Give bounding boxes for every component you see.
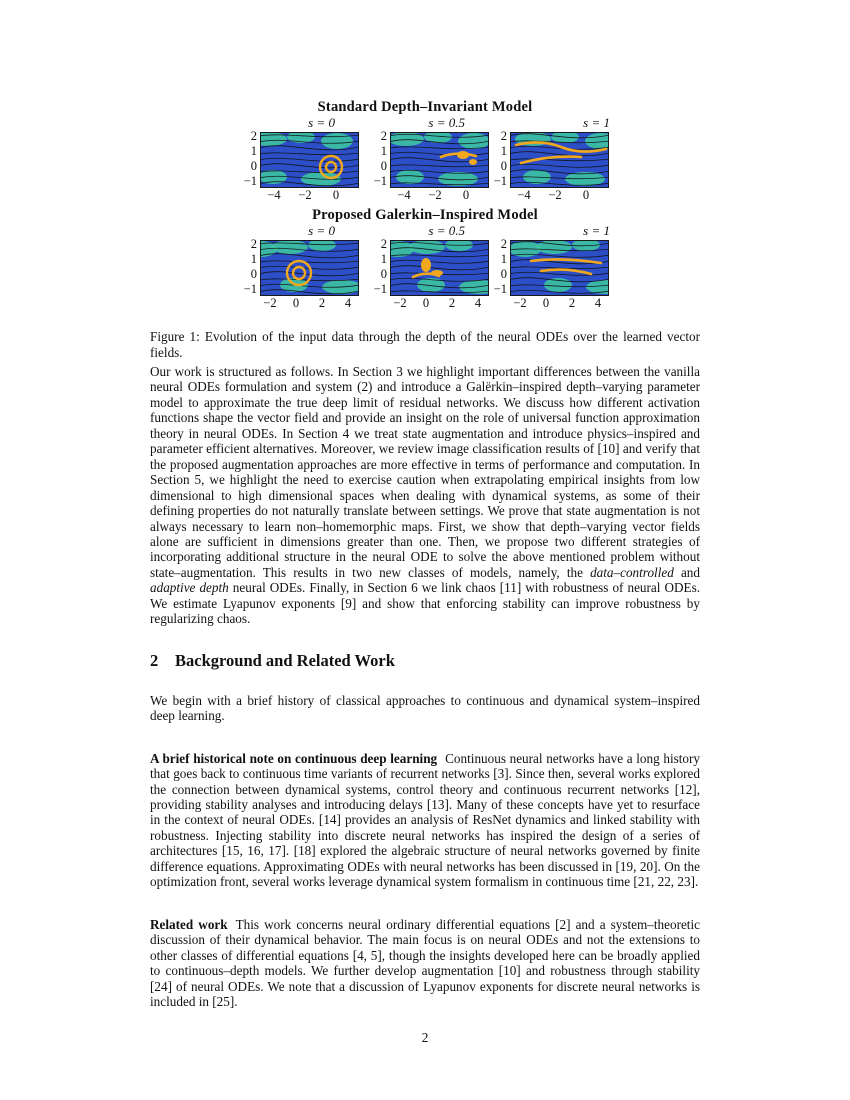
streamline bbox=[261, 261, 358, 263]
vector-field-panel bbox=[510, 132, 609, 188]
y-tick-label: 1 bbox=[500, 252, 507, 266]
y-tick-label: 0 bbox=[380, 159, 387, 173]
x-tick-label: 4 bbox=[594, 296, 602, 310]
x-tick-label: −4 bbox=[267, 188, 281, 202]
depth-label: s = 0 bbox=[308, 115, 335, 130]
x-tick-label: 0 bbox=[422, 296, 430, 310]
y-tick-label: −1 bbox=[493, 174, 507, 188]
related-work-heading: Related work bbox=[150, 916, 228, 932]
field-magnitude-patch bbox=[409, 241, 445, 254]
y-tick-label: 1 bbox=[500, 144, 507, 158]
x-tick-label: −2 bbox=[513, 296, 527, 310]
y-tick-label: 2 bbox=[250, 237, 257, 251]
figure-1 bbox=[150, 95, 700, 323]
streamline bbox=[261, 153, 358, 155]
streamline bbox=[511, 159, 608, 161]
depth-label: s = 0.5 bbox=[428, 115, 465, 130]
x-tick-label: 4 bbox=[474, 296, 482, 310]
streamline bbox=[261, 164, 358, 168]
figure-caption: Figure 1: Evolution of the input data through the depth of the neural ODEs over the learned vector fields. bbox=[150, 329, 700, 360]
x-tick-label: −2 bbox=[298, 188, 312, 202]
x-tick-label: 2 bbox=[568, 296, 576, 310]
streamline bbox=[391, 260, 488, 263]
field-magnitude-patch bbox=[321, 133, 353, 149]
y-tick-label: −1 bbox=[373, 282, 387, 296]
field-magnitude-patch bbox=[396, 170, 424, 184]
vector-field-panel bbox=[260, 132, 359, 188]
x-tick-label: −4 bbox=[517, 188, 531, 202]
figure-title-standard: Standard Depth–Invariant Model bbox=[317, 99, 533, 115]
streamline bbox=[261, 272, 358, 276]
field-magnitude-patch bbox=[445, 241, 473, 251]
y-tick-label: 0 bbox=[250, 159, 257, 173]
y-tick-label: 0 bbox=[500, 159, 507, 173]
y-tick-label: 0 bbox=[500, 267, 507, 281]
term-adaptive-depth: adaptive depth bbox=[150, 580, 229, 596]
x-tick-label: −2 bbox=[263, 296, 277, 310]
depth-label: s = 0 bbox=[308, 223, 335, 238]
historical-note-heading: A brief historical note on continuous deep learning bbox=[150, 750, 438, 766]
y-tick-label: 2 bbox=[500, 237, 507, 251]
y-tick-label: 1 bbox=[250, 252, 257, 266]
term-data-controlled: data–controlled bbox=[590, 564, 674, 580]
field-magnitude-patch bbox=[458, 133, 488, 149]
data-trajectory bbox=[469, 159, 477, 165]
depth-label: s = 1 bbox=[583, 115, 610, 130]
streamline bbox=[261, 158, 358, 161]
field-magnitude-patch bbox=[585, 133, 608, 149]
data-trajectory bbox=[326, 162, 336, 172]
streamline bbox=[391, 165, 488, 167]
x-tick-label: 0 bbox=[292, 296, 300, 310]
section-lead: We begin with a brief history of classical approaches to continuous and dynamical system–inspired deep learning. bbox=[150, 692, 700, 724]
x-tick-label: 2 bbox=[448, 296, 456, 310]
x-tick-label: −2 bbox=[428, 188, 442, 202]
paper-page bbox=[150, 95, 700, 1009]
vector-field-panel bbox=[390, 132, 489, 188]
y-tick-label: 1 bbox=[380, 144, 387, 158]
x-tick-label: 2 bbox=[318, 296, 326, 310]
streamline bbox=[261, 254, 358, 258]
section-title: Background and Related Work bbox=[175, 650, 395, 670]
x-tick-label: 0 bbox=[582, 188, 590, 202]
page-number: 2 bbox=[421, 1030, 429, 1045]
y-tick-label: 2 bbox=[250, 129, 257, 143]
section-heading bbox=[150, 651, 700, 671]
y-tick-label: −1 bbox=[243, 282, 257, 296]
related-work-paragraph: Related work This work concerns neural ordinary differential equations [2] and a system–theoretic discussion of their dynamical behavior. The main focus is on neural ODEs and not the extensions to other classes of differential equations [4, 5], though the insights developed here can be broadly applied to continuous–depth models. We further develop augmentation [10] and robustness through stability [24] of neural ODEs. We note that a discussion of Lyapunov exponents for discrete neural networks is included in [25]. bbox=[150, 916, 700, 1009]
y-tick-label: 2 bbox=[380, 237, 387, 251]
streamline bbox=[391, 266, 488, 270]
data-trajectory bbox=[413, 274, 439, 277]
y-tick-label: 2 bbox=[500, 129, 507, 143]
x-tick-label: 0 bbox=[332, 188, 340, 202]
x-tick-label: 0 bbox=[542, 296, 550, 310]
depth-label: s = 1 bbox=[583, 223, 610, 238]
field-magnitude-patch bbox=[308, 241, 336, 251]
intro-paragraph: Our work is structured as follows. In Section 3 we highlight important differences between the vanilla neural ODEs formulation and system (2) and introduce a Galërkin–inspired depth–varying parameter model to approximate the true deep limit of residual networks. We discuss how different activation functions shape the vector field and provide an insight on the role of universal function approximation theory in neural ODEs. In Section 4 we treat state augmentation and introduce physics–inspired and parameter efficient alternatives. Moreover, we review image classification results of [10] and verify that the proposed augmentation approaches are more effective in terms of performance and computation. In Section 5, we highlight the need to exercise caution when extrapolating empirical insights from low dimensional to high dimensional spaces when dealing with dynamical systems, as some of their defining properties do not naturally translate between settings. We prove that state augmentation is not always necessary to learn non–homemorphic maps. First, we show that depth–varying vector fields alone are sufficient in dimensions greater than one. Then, we propose two different strategies of incorporating additional structure in the neural ODE to solve the above mentioned problem without state–augmentation. This results in two new classes of models, namely, the data–controlled and adaptive depth neural ODEs. Finally, in Section 6 we link chaos [11] with robustness of neural ODEs. We estimate Lyapunov exponents [9] and show that enforcing stability can improve robustness by regularizing chaos. bbox=[150, 364, 700, 627]
section-number: 2 bbox=[150, 650, 159, 670]
y-tick-label: 1 bbox=[380, 252, 387, 266]
x-tick-label: −2 bbox=[548, 188, 562, 202]
y-tick-label: 1 bbox=[250, 144, 257, 158]
data-trajectory bbox=[421, 258, 431, 272]
y-tick-label: 0 bbox=[250, 267, 257, 281]
y-tick-label: 0 bbox=[380, 267, 387, 281]
streamline bbox=[511, 272, 608, 275]
vector-field-panel bbox=[390, 240, 489, 296]
x-tick-label: −2 bbox=[393, 296, 407, 310]
y-tick-label: −1 bbox=[373, 174, 387, 188]
y-tick-label: −1 bbox=[493, 282, 507, 296]
vector-field-panel bbox=[510, 240, 609, 296]
depth-label: s = 0.5 bbox=[428, 223, 465, 238]
x-tick-label: −4 bbox=[397, 188, 411, 202]
data-trajectory bbox=[531, 259, 601, 263]
y-tick-label: −1 bbox=[243, 174, 257, 188]
x-tick-label: 4 bbox=[344, 296, 352, 310]
y-tick-label: 2 bbox=[380, 129, 387, 143]
figure-title-galerkin: Proposed Galerkin–Inspired Model bbox=[312, 207, 538, 223]
historical-note-paragraph: A brief historical note on continuous deep learning Continuous neural networks have a long history that goes back to continuous time variants of recurrent networks [3]. Since then, several works explored the connection between dynamical systems, control theory and continuous recurrent networks [12], providing stability analyses and introducing delays [13]. Many of these concepts have yet to resurface in the context of neural ODEs. [14] provides an analysis of ResNet dynamics and linked stability with robustness. Injecting stability into discrete neural networks has inspired the design of a series of architectures [15, 16, 17]. [18] explored the algebraic structure of neural networks governed by finite difference equations. Approximating ODEs with neural networks has been discussed in [19, 20]. On the optimization front, several works leverage dynamical system formalism in continuous time [21, 22, 23]. bbox=[150, 750, 700, 890]
vector-field-panel bbox=[260, 240, 359, 296]
streamline bbox=[511, 164, 608, 167]
x-tick-label: 0 bbox=[462, 188, 470, 202]
